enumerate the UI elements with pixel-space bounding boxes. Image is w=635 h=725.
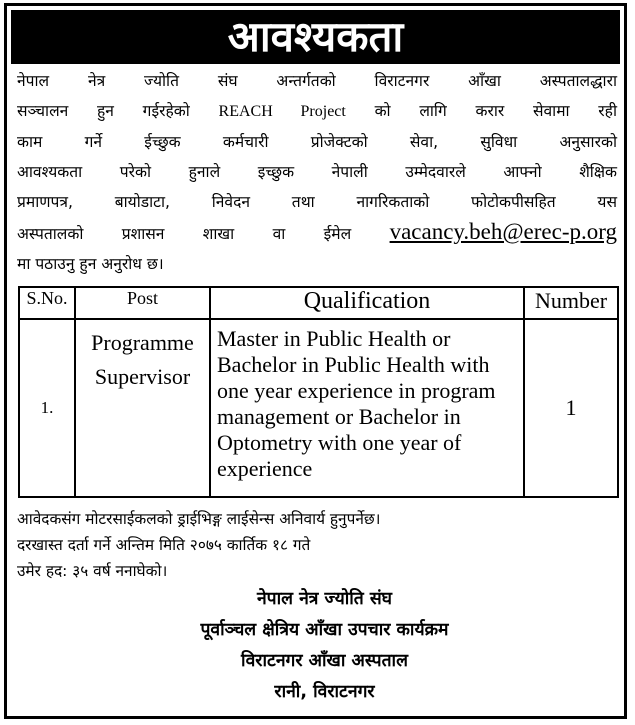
intro-line: आवश्यकता परेको हुनाले इच्छुक नेपाली उम्मेदवारले आफ्नो शैक्षिक — [17, 163, 617, 181]
note-deadline: दरखास्त दर्ता गर्ने अन्तिम मिति २०७५ कार्तिक १८ गते — [17, 536, 311, 554]
header-number: Number — [524, 287, 618, 319]
intro-line — [17, 96, 617, 127]
header-post: Post — [75, 287, 210, 319]
table-row — [19, 319, 618, 497]
cell-post — [75, 319, 210, 497]
cell-number: 1 — [524, 319, 618, 497]
vacancy-table — [18, 286, 619, 498]
signature-line: रानी, विराटनगर — [274, 682, 375, 702]
signature-line: पूर्वाञ्चल क्षेत्रिय आँखा उपचार कार्यक्रम — [200, 620, 449, 640]
cell-sno: 1. — [19, 319, 75, 497]
intro-text: को लागि करार सेवामा रही — [374, 102, 617, 120]
note-age: उमेर हद: ३५ वर्ष ननाघेको। — [17, 562, 168, 580]
project-name: REACH Project — [218, 103, 346, 120]
post-line: Supervisor — [94, 364, 191, 389]
intro-line: नेपाल नेत्र ज्योति संघ अन्तर्गतको विराटनगर आँखा अस्पतालद्धारा — [17, 72, 617, 90]
header-sno: S.No. — [19, 287, 75, 319]
intro-line: काम गर्ने ईच्छुक कर्मचारी प्रोजेक्टको सेवा, सुविधा अनुसारको — [17, 133, 617, 151]
signature-line: नेपाल नेत्र ज्योति संघ — [256, 589, 393, 609]
intro-line — [17, 217, 617, 249]
intro-text: सञ्चालन हुन गईरहेको — [17, 102, 190, 120]
intro-line: प्रमाणपत्र, बायोडाटा, निवेदन तथा नागरिकताको फोटोकपीसहित यस — [17, 193, 617, 211]
signature-block — [7, 584, 635, 708]
intro-line: मा पठाउनु हुन अनुरोध छ। — [17, 255, 164, 273]
advertisement-frame — [4, 3, 627, 719]
email-link[interactable]: vacancy.beh@erec-p.org — [389, 219, 617, 244]
note-license: आवेदकसंग मोटरसाईकलको ड्राईभिङ्ग लाईसेन्स अनिवार्य हुनुपर्नेछ। — [17, 510, 381, 528]
intro-paragraph — [17, 66, 617, 279]
cell-qualification: Master in Public Health or Bachelor in Public Health with one year experience in program management or Bachelor in Optometry with one year of experience — [210, 319, 524, 497]
intro-text: अस्पतालको प्रशासन शाखा वा ईमेल — [17, 225, 352, 243]
signature-line: विराटनगर आँखा अस्पताल — [241, 651, 408, 671]
notes — [17, 506, 617, 584]
table-header-row — [19, 287, 618, 319]
header-qualification: Qualification — [210, 287, 524, 319]
ad-title: आवश्यकता — [11, 10, 620, 64]
post-line: Programme — [91, 330, 194, 355]
